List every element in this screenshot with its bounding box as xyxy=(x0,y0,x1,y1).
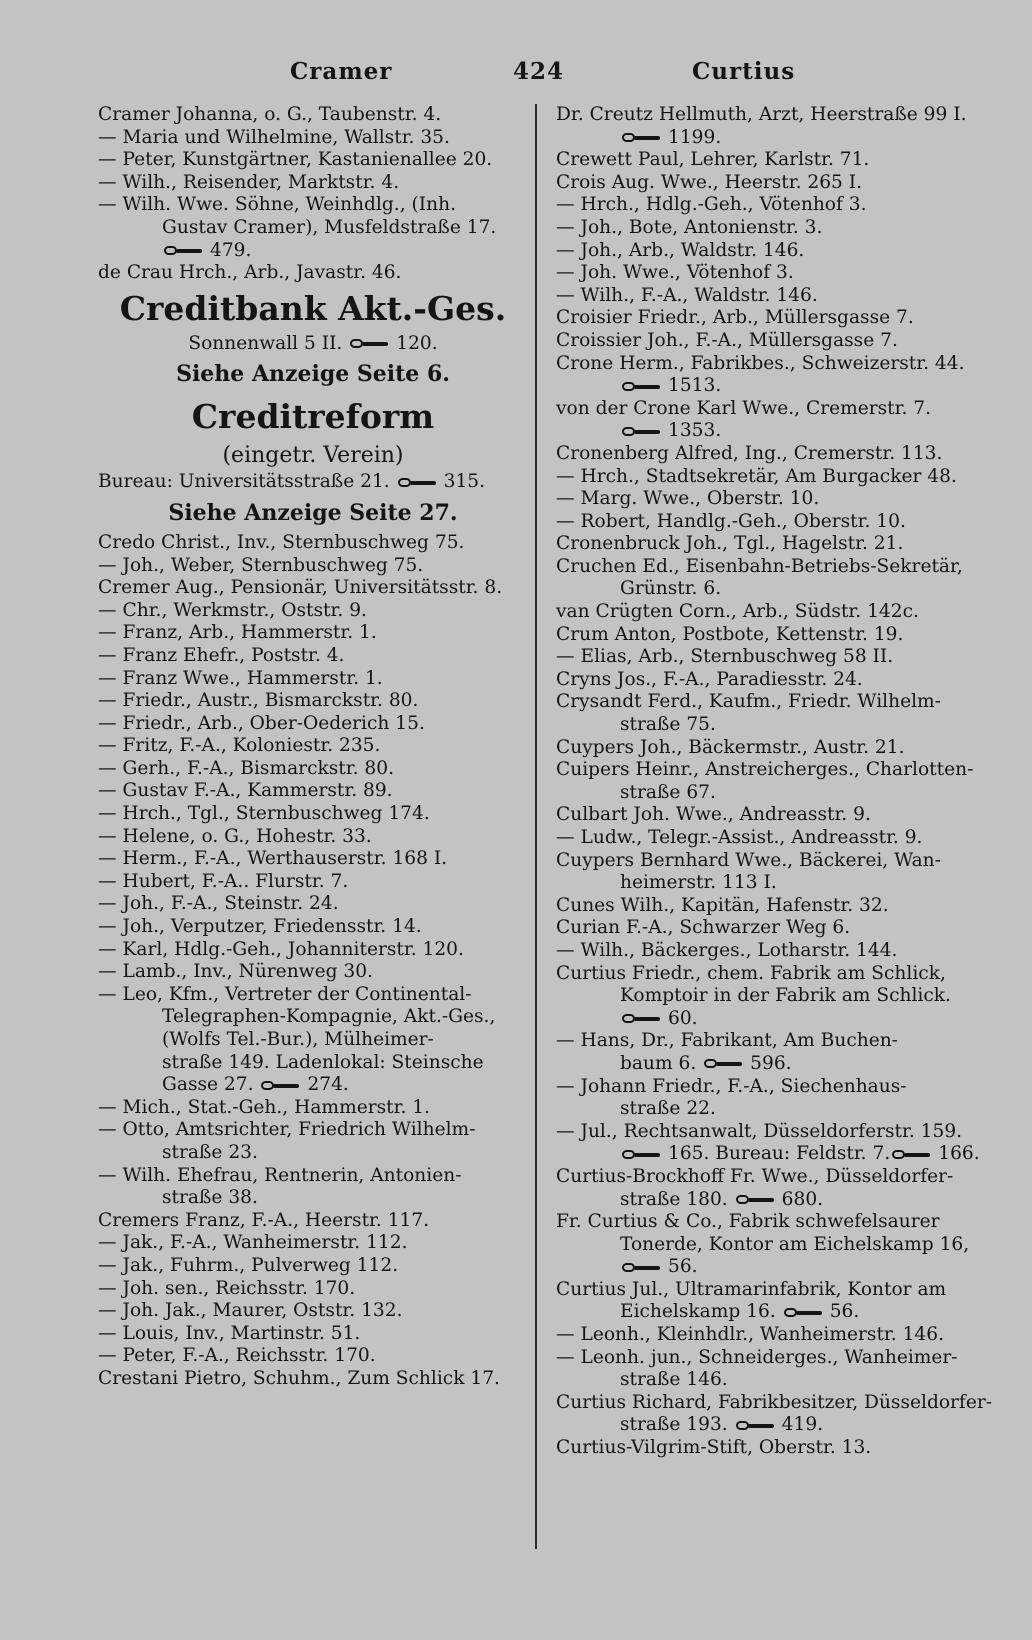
entry-line xyxy=(98,893,528,916)
entry-text: Crum Anton, Postbote, Kettenstr. 19. xyxy=(556,623,904,645)
entry-text: Crewett Paul, Lehrer, Karlstr. 71. xyxy=(556,149,870,171)
entry-line xyxy=(556,1234,986,1257)
entry-line xyxy=(556,262,986,285)
entry-text: — Joh., Arb., Waldstr. 146. xyxy=(556,239,805,261)
entry-line xyxy=(556,1030,986,1053)
entry-line xyxy=(556,194,986,217)
entry-line xyxy=(98,1300,528,1323)
entry-text: heimerstr. 113 I. xyxy=(620,872,777,894)
telephone-icon xyxy=(350,337,390,350)
entry-line xyxy=(98,393,528,441)
entry-line xyxy=(98,1210,528,1233)
entry-text: 166. xyxy=(938,1143,980,1165)
entry-text: Curtius Richard, Fabrikbesitzer, Düsseldorfer- xyxy=(556,1391,992,1413)
entry-line xyxy=(556,1076,986,1099)
entry-line xyxy=(98,333,528,356)
entry-line xyxy=(98,194,528,217)
entry-line xyxy=(98,355,528,393)
entry-text: Cryns Jos., F.-A., Paradiesstr. 24. xyxy=(556,668,863,690)
entry-text: Culbart Joh. Wwe., Andreasstr. 9. xyxy=(556,804,871,826)
entry-text: Telegraphen-Kompagnie, Akt.-Ges., xyxy=(162,1006,496,1028)
entry-text: 1199. xyxy=(668,126,722,148)
entry-text: Cremers Franz, F.-A., Heerstr. 117. xyxy=(98,1209,430,1231)
entry-text: — Ludw., Telegr.-Assist., Andreasstr. 9. xyxy=(556,827,923,848)
telephone-icon xyxy=(622,1012,662,1025)
entry-line xyxy=(556,1301,986,1324)
entry-line xyxy=(98,104,528,127)
entry-text: Tonerde, Kontor am Eichelskamp 16, xyxy=(620,1233,970,1255)
entry-text: — Gerh., F.-A., Bismarckstr. 80. xyxy=(98,757,395,779)
entry-line xyxy=(556,1347,986,1370)
entry-text: straße 149. Ladenlokal: Steinsche xyxy=(162,1051,484,1073)
entry-text: — Jak., F.-A., Wanheimerstr. 112. xyxy=(98,1232,408,1254)
entry-line xyxy=(556,1211,986,1234)
entry-text: 596. xyxy=(750,1052,792,1074)
entry-text: Sonnenwall 5 II. xyxy=(188,332,343,354)
header-left: Cramer xyxy=(290,58,393,85)
entry-line xyxy=(556,443,986,466)
entry-line xyxy=(556,127,986,150)
entry-text: — Jak., Fuhrm., Pulverweg 112. xyxy=(98,1254,399,1276)
entry-line xyxy=(98,645,528,668)
entry-text: — Franz, Arb., Hammerstr. 1. xyxy=(98,622,377,644)
entry-line xyxy=(98,441,528,471)
entry-line xyxy=(556,1256,986,1279)
entry-line xyxy=(98,871,528,894)
entry-text: — Wilh., Bäckerges., Lotharstr. 144. xyxy=(556,939,898,961)
entry-line xyxy=(556,285,986,308)
entry-text: Crestani Pietro, Schuhm., Zum Schlick 17. xyxy=(98,1367,500,1389)
entry-text: — Wilh., Reisender, Marktstr. 4. xyxy=(98,171,400,193)
entry-text: Bureau: Universitätsstraße 21. xyxy=(98,471,390,493)
telephone-icon xyxy=(736,1193,776,1206)
entry-line xyxy=(98,961,528,984)
entry-text: 56. xyxy=(668,1256,698,1278)
entry-text: (Wolfs Tel.-Bur.), Mülheimer- xyxy=(162,1029,434,1050)
entry-line xyxy=(98,555,528,578)
entry-text: 56. xyxy=(829,1301,860,1323)
left-column xyxy=(98,104,528,1391)
entry-text: van Crügten Corn., Arb., Südstr. 142c. xyxy=(556,601,919,623)
entry-text: Credo Christ., Inv., Sternbuschweg 75. xyxy=(98,531,465,553)
entry-line xyxy=(556,804,986,827)
entry-line xyxy=(98,780,528,803)
entry-text: Cronenberg Alfred, Ing., Cremerstr. 113. xyxy=(556,442,943,464)
column-divider xyxy=(535,104,537,1549)
entry-text: Creditreform xyxy=(191,397,435,437)
entry-text: Croissier Joh., F.-A., Müllersgasse 7. xyxy=(556,329,898,351)
entry-text: — Leonh., Kleinhdlr., Wanheimerstr. 146. xyxy=(556,1324,944,1346)
entry-text: Cuypers Bernhard Wwe., Bäckerei, Wan- xyxy=(556,849,941,871)
entry-line xyxy=(556,104,986,127)
entry-line xyxy=(556,353,986,376)
entry-line xyxy=(98,494,528,532)
entry-line xyxy=(98,984,528,1007)
entry-line xyxy=(556,1189,986,1212)
entry-line xyxy=(556,1008,986,1031)
entry-line xyxy=(556,1414,986,1437)
entry-line xyxy=(556,872,986,895)
entry-line xyxy=(556,420,986,443)
entry-text: — Robert, Handlg.-Geh., Oberstr. 10. xyxy=(556,510,906,532)
entry-line xyxy=(556,737,986,760)
entry-line xyxy=(98,1029,528,1052)
entry-text: — Friedr., Austr., Bismarckstr. 80. xyxy=(98,690,419,712)
entry-line xyxy=(556,1279,986,1302)
entry-line xyxy=(98,600,528,623)
entry-line xyxy=(556,330,986,353)
entry-line xyxy=(556,307,986,330)
entry-line xyxy=(556,533,986,556)
entry-line xyxy=(98,1052,528,1075)
entry-text: straße 75. xyxy=(620,714,716,736)
entry-text: 479. xyxy=(210,239,252,261)
entry-line xyxy=(98,1187,528,1210)
entry-text: — Joh. Jak., Maurer, Oststr. 132. xyxy=(98,1300,403,1322)
entry-line xyxy=(556,1437,986,1460)
entry-text: — Louis, Inv., Martinstr. 51. xyxy=(98,1322,361,1344)
entry-text: — Karl, Hdlg.-Geh., Johanniterstr. 120. xyxy=(98,938,464,960)
entry-line xyxy=(556,624,986,647)
entry-line xyxy=(556,1121,986,1144)
entry-line xyxy=(98,848,528,871)
entry-line xyxy=(98,1074,528,1097)
entry-text: — Helene, o. G., Hohestr. 33. xyxy=(98,825,372,847)
entry-text: — Elias, Arb., Sternbuschweg 58 II. xyxy=(556,646,894,668)
entry-line xyxy=(556,1143,986,1166)
entry-text: straße 193. xyxy=(620,1414,728,1436)
entry-text: 274. xyxy=(307,1074,349,1096)
entry-line xyxy=(98,532,528,555)
entry-line xyxy=(98,1255,528,1278)
entry-text: — Hubert, F.-A.. Flurstr. 7. xyxy=(98,870,349,892)
telephone-icon xyxy=(398,476,438,489)
entry-text: — Wilh., F.-A., Waldstr. 146. xyxy=(556,284,818,306)
entry-text: — Fritz, F.-A., Koloniestr. 235. xyxy=(98,735,381,757)
entry-text: Croisier Friedr., Arb., Müllersgasse 7. xyxy=(556,307,914,329)
entry-line xyxy=(98,285,528,333)
entry-text: 1513. xyxy=(668,375,722,397)
entry-text: — Otto, Amtsrichter, Friedrich Wilhelm- xyxy=(98,1119,476,1141)
entry-line xyxy=(98,668,528,691)
entry-text: Curtius Friedr., chem. Fabrik am Schlick, xyxy=(556,962,946,984)
entry-line xyxy=(98,916,528,939)
entry-text: — Hrch., Hdlg.-Geh., Vötenhof 3. xyxy=(556,194,867,216)
entry-text: baum 6. xyxy=(620,1052,697,1074)
entry-line xyxy=(98,1232,528,1255)
entry-line xyxy=(556,1324,986,1347)
telephone-icon xyxy=(164,244,204,257)
entry-line xyxy=(98,622,528,645)
entry-text: — Friedr., Arb., Ober-Oederich 15. xyxy=(98,712,425,734)
entry-text: 1353. xyxy=(668,420,722,442)
entry-text: — Gustav F.-A., Kammerstr. 89. xyxy=(98,780,393,802)
entry-line xyxy=(556,985,986,1008)
entry-text: (eingetr. Verein) xyxy=(222,443,404,469)
entry-line xyxy=(556,646,986,669)
entry-text: 680. xyxy=(781,1188,824,1210)
entry-line xyxy=(556,172,986,195)
entry-line xyxy=(556,1166,986,1189)
entry-text: straße 146. xyxy=(620,1369,728,1391)
entry-line xyxy=(556,1098,986,1121)
entry-text: Crois Aug. Wwe., Heerstr. 265 I. xyxy=(556,171,863,193)
entry-text: straße 67. xyxy=(620,781,716,803)
entry-line xyxy=(556,917,986,940)
entry-text: — Maria und Wilhelmine, Wallstr. 35. xyxy=(98,126,450,148)
entry-line xyxy=(556,556,986,579)
entry-text: Cremer Aug., Pensionär, Universitätsstr. 8. xyxy=(98,577,503,599)
entry-text: Curtius-Vilgrim-Stift, Oberstr. 13. xyxy=(556,1437,872,1459)
entry-line xyxy=(556,398,986,421)
entry-text: Crysandt Ferd., Kaufm., Friedr. Wilhelm- xyxy=(556,691,941,713)
header-right: Curtius xyxy=(692,58,796,85)
entry-line xyxy=(98,577,528,600)
entry-text: — Jul., Rechtsanwalt, Düsseldorferstr. 159. xyxy=(556,1120,963,1142)
entry-line xyxy=(556,466,986,489)
entry-text: — Joh., F.-A., Steinstr. 24. xyxy=(98,893,339,915)
entry-line xyxy=(98,262,528,285)
entry-line xyxy=(556,149,986,172)
entry-text: — Lamb., Inv., Nürenweg 30. xyxy=(98,961,373,983)
entry-line xyxy=(556,782,986,805)
entry-text: 165. Bureau: Feldstr. 7. xyxy=(668,1143,891,1165)
entry-text: straße 180. xyxy=(620,1188,728,1210)
entry-text: — Joh. sen., Reichsstr. 170. xyxy=(98,1277,356,1299)
entry-line xyxy=(556,601,986,624)
entry-line xyxy=(98,172,528,195)
entry-line xyxy=(98,471,528,494)
entry-line xyxy=(98,240,528,263)
entry-text: Komptoir in der Fabrik am Schlick. xyxy=(620,985,951,1007)
entry-line xyxy=(98,735,528,758)
telephone-icon xyxy=(736,1419,776,1432)
entry-line xyxy=(98,1345,528,1368)
entry-text: Gasse 27. xyxy=(162,1074,254,1096)
entry-text: — Joh. Wwe., Vötenhof 3. xyxy=(556,262,794,284)
entry-line xyxy=(556,511,986,534)
entry-text: straße 38. xyxy=(162,1187,258,1209)
entry-line xyxy=(98,1278,528,1301)
entry-line xyxy=(98,1368,528,1391)
entry-text: 120. xyxy=(396,332,438,354)
entry-line xyxy=(98,127,528,150)
entry-text: 60. xyxy=(668,1007,698,1029)
entry-text: von der Crone Karl Wwe., Cremerstr. 7. xyxy=(556,397,932,419)
entry-line xyxy=(98,713,528,736)
entry-text: — Wilh. Wwe. Söhne, Weinhdlg., (Inh. xyxy=(98,194,456,216)
telephone-icon xyxy=(622,1261,662,1274)
entry-line xyxy=(98,149,528,172)
entry-text: straße 22. xyxy=(620,1098,716,1120)
entry-line xyxy=(556,714,986,737)
entry-text: Siehe Anzeige Seite 27. xyxy=(168,499,458,526)
entry-text: Eichelskamp 16. xyxy=(620,1301,776,1323)
entry-text: Siehe Anzeige Seite 6. xyxy=(176,361,450,388)
entry-text: Cramer Johanna, o. G., Taubenstr. 4. xyxy=(98,104,442,125)
right-column xyxy=(556,104,992,1460)
telephone-icon xyxy=(622,131,662,144)
entry-text: — Franz Ehefr., Poststr. 4. xyxy=(98,644,345,666)
entry-line xyxy=(98,758,528,781)
entry-line xyxy=(556,488,986,511)
entry-text: — Franz Wwe., Hammerstr. 1. xyxy=(98,667,383,689)
entry-line xyxy=(556,1053,986,1076)
entry-text: — Chr., Werkmstr., Oststr. 9. xyxy=(98,599,367,621)
entry-line xyxy=(556,240,986,263)
entry-text: Creditbank Akt.-Ges. xyxy=(119,288,507,328)
entry-text: — Johann Friedr., F.-A., Siechenhaus- xyxy=(556,1075,907,1097)
entry-text: — Hrch., Stadtsekretär, Am Burgacker 48. xyxy=(556,465,957,487)
entry-text: Cunes Wilh., Kapitän, Hafenstr. 32. xyxy=(556,894,889,916)
entry-text: — Joh., Weber, Sternbuschweg 75. xyxy=(98,554,424,576)
entry-line xyxy=(98,939,528,962)
entry-line xyxy=(98,826,528,849)
entry-line xyxy=(98,1097,528,1120)
entry-text: Gustav Cramer), Musfeldstraße 17. xyxy=(162,216,497,238)
entry-line xyxy=(98,690,528,713)
entry-text: — Hans, Dr., Fabrikant, Am Buchen- xyxy=(556,1030,898,1052)
entry-line xyxy=(98,217,528,240)
entry-text: 315. xyxy=(443,471,486,493)
entry-line xyxy=(556,827,986,850)
entry-line xyxy=(98,1119,528,1142)
entry-text: — Peter, Kunstgärtner, Kastanienallee 20. xyxy=(98,149,493,171)
telephone-icon xyxy=(622,1148,662,1161)
entry-line xyxy=(556,1391,992,1415)
entry-text: — Peter, F.-A., Reichsstr. 170. xyxy=(98,1345,376,1367)
entry-text: Cuipers Heinr., Anstreicherges., Charlotten- xyxy=(556,759,974,781)
entry-text: — Wilh. Ehefrau, Rentnerin, Antonien- xyxy=(98,1164,462,1186)
entry-text: Fr. Curtius & Co., Fabrik schwefelsaurer xyxy=(556,1211,940,1233)
page-number: 424 xyxy=(513,58,565,85)
entry-text: Crone Herm., Fabrikbes., Schweizerstr. 44. xyxy=(556,352,965,374)
entry-text: 419. xyxy=(781,1414,824,1436)
entry-line xyxy=(556,669,986,692)
telephone-icon xyxy=(622,425,662,438)
telephone-icon xyxy=(704,1057,744,1070)
entry-text: — Marg. Wwe., Oberstr. 10. xyxy=(556,488,820,510)
entry-line xyxy=(98,1323,528,1346)
entry-text: Curian F.-A., Schwarzer Weg 6. xyxy=(556,917,851,939)
entry-line xyxy=(556,850,986,873)
entry-text: — Herm., F.-A., Werthauserstr. 168 I. xyxy=(98,848,448,870)
telephone-icon xyxy=(622,380,662,393)
telephone-icon xyxy=(261,1079,301,1092)
entry-line xyxy=(556,691,986,714)
entry-line xyxy=(98,1142,528,1165)
entry-text: — Leo, Kfm., Vertreter der Continental- xyxy=(98,983,472,1005)
entry-line xyxy=(556,578,986,601)
entry-line xyxy=(556,759,986,782)
entry-text: straße 23. xyxy=(162,1141,258,1163)
entry-text: — Mich., Stat.-Geh., Hammerstr. 1. xyxy=(98,1096,431,1118)
entry-line xyxy=(556,963,986,986)
entry-text: Grünstr. 6. xyxy=(620,578,722,600)
telephone-icon xyxy=(892,1148,932,1161)
entry-line xyxy=(556,895,986,918)
entry-text: Curtius Jul., Ultramarinfabrik, Kontor am xyxy=(556,1278,947,1300)
entry-text: — Joh., Verputzer, Friedensstr. 14. xyxy=(98,916,422,938)
entry-line xyxy=(556,217,986,240)
entry-line xyxy=(98,1006,528,1029)
entry-line xyxy=(98,1165,528,1188)
telephone-icon xyxy=(784,1306,824,1319)
entry-text: — Joh., Bote, Antonienstr. 3. xyxy=(556,216,823,238)
entry-text: Dr. Creutz Hellmuth, Arzt, Heerstraße 99 I. xyxy=(556,104,967,125)
entry-text: — Hrch., Tgl., Sternbuschweg 174. xyxy=(98,803,430,825)
entry-line xyxy=(556,1369,986,1392)
entry-text: Cronenbruck Joh., Tgl., Hagelstr. 21. xyxy=(556,533,904,555)
entry-line xyxy=(98,803,528,826)
entry-line xyxy=(556,940,986,963)
entry-text: Cruchen Ed., Eisenbahn-Betriebs-Sekretär, xyxy=(556,555,963,577)
entry-text: de Crau Hrch., Arb., Javastr. 46. xyxy=(98,262,402,284)
entry-text: Cuypers Joh., Bäckermstr., Austr. 21. xyxy=(556,736,905,758)
entry-text: — Leonh. jun., Schneiderges., Wanheimer- xyxy=(556,1346,958,1368)
entry-line xyxy=(556,375,986,398)
entry-text: Curtius-Brockhoff Fr. Wwe., Düsseldorfer- xyxy=(556,1165,954,1187)
